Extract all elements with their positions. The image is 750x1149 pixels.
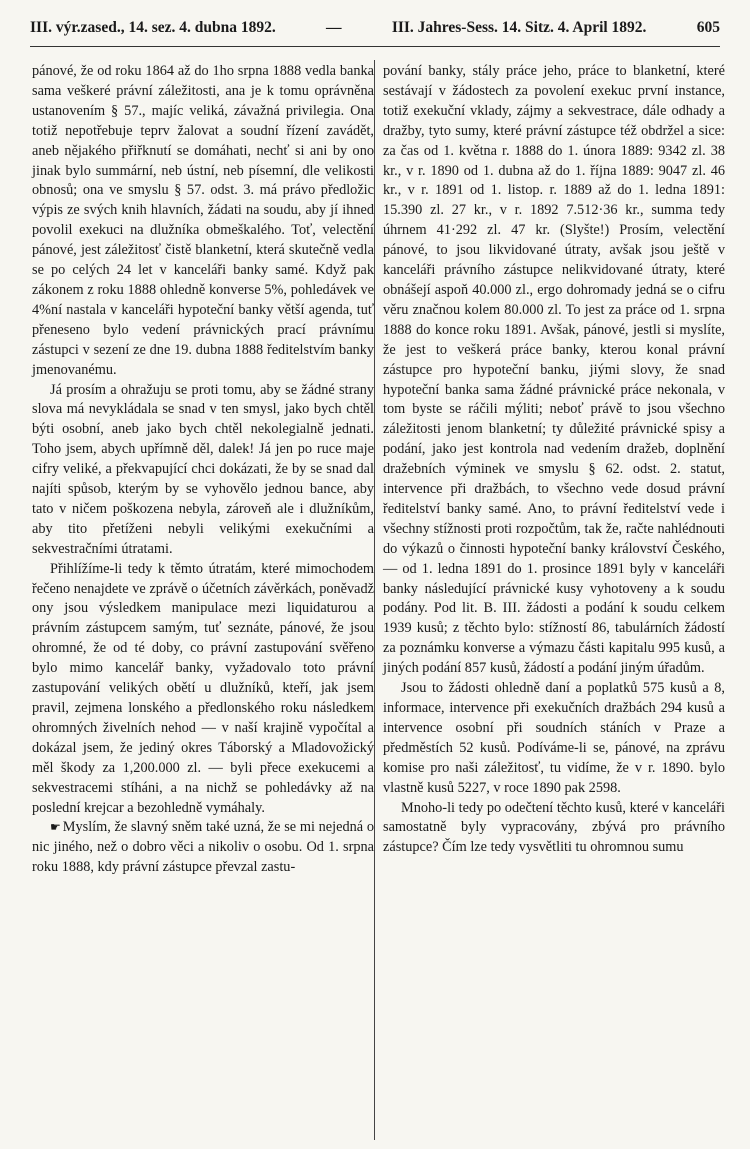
- header-rule: [30, 46, 720, 47]
- left-column: [32, 62, 374, 878]
- left-paragraph-2: Já prosím a ohražuju se proti tomu, aby se žádné strany slova má nevykládala se snad v ten smysl, jako bych chtěl býti osobní, aneb jako bych chtěl nekolegialně jednati. Toho jsem, abych upřímně děl, dalek! Já jen po ruce maje cifry veliké, a překvapující chci dokázati, že by se snad dal najíti spůsob, kterým by se vyhovělo jednou bance, aby tato v ničem poškozena nebyla, zároveň ale i dlužníkům, aby tito přetíženi nebyli velikými exekučními a sekvestračními útratami.: [32, 381, 374, 557]
- page-number: 605: [696, 19, 720, 36]
- pointing-hand-icon: ☛: [50, 820, 61, 835]
- left-paragraph-4-wrap: [32, 818, 374, 878]
- header-right-text: III. Jahres-Sess. 14. Sitz. 4. April 1892.: [391, 19, 647, 36]
- page-header: [30, 14, 720, 42]
- left-paragraph-3: Přihlížíme-li tedy k těmto útratám, které mimochodem řečeno nenajdete ve zprávě o účetních závěrkách, poněvadž ony jsou výsledkem manipulace mezi liquidaturou a právním zástupcem samým, tuť seznáte, pánové, že jsou ohromné, že od té doby, co právní zastupování svěřeno bylo mimo kancelář banky, vyžadovalo toto právní zastupování velikých obětí u dlužníků, kteří, jak jsem pravil, zejmena lonského a předlonského roku následkem ohromných živelních nehod — v naší krajině vypočítal a dokázal jsem, že jediný okres Táborský a Mladovožický měl škody za 1,200.000 zl. — byli přece exekucemi a sekvestracemi stíháni, a na nichž se pohledávky až na poslední krejcar a bezohledně vymáhaly.: [32, 560, 374, 816]
- header-left-text: III. výr.zased., 14. sez. 4. dubna 1892.: [30, 19, 276, 36]
- right-column: [383, 62, 725, 858]
- header-separator: —: [326, 19, 342, 36]
- left-paragraph-1: pánové, že od roku 1864 až do 1ho srpna 1888 vedla banka sama veškeré právní záležitosti, ana je k tomu oprávněna ustanovením § 57., majíc veliká, závažná privilegia. Ona totiž nepotřebuje teprv žalovat a soudní řízení zavádět, aneb nějakého přiřknutí se domáhati, nechť si ani by ono jinak bylo summární, neb ústní, neb písemní, dle velikosti obnosů; ona ve smyslu § 57. odst. 3. má právo předložic výpis ze svých knih hlavních, žádati na soudu, aby jí ihned povolil exekuci na dlužníka obmeškalého. Toť, velectění pánové, jest záležitosť čistě blanketní, která skutečně vedla se po celých 24 let v kanceláři banky samé. Když pak zákonem z roku 1888 ohledně konverse 5%, pohledávek ve 4%ní nastala v kanceláři hypoteční banky větší agenda, tuť přeneseno bylo vedení právnických prací právnímu zástupci v sezení ze dne 19. dubna 1888 ředitelstvím banky jmenovanému.: [32, 63, 374, 378]
- left-paragraph-4: Myslím, že slavný sněm také uzná, že se mi nejedná o nic jiného, než o dobro věci a nikoliv o osobu. Od 1. srpna roku 1888, kdy právní zástupce převzal zastu-: [32, 819, 374, 876]
- right-paragraph-2: Jsou to žádosti ohledně daní a poplatků 575 kusů a 8, informace, intervence při exekučních dražbách 294 kusů a intervence osobní při soudních stáních v Praze a předměstích 52 kusů. Podíváme-li se, pánové, na zprávu komise pro naši záležitosť, tu vidíme, že v r. 1890. bylo vlastně kusů 5227, v roce 1890 pak 2598.: [383, 680, 725, 796]
- right-paragraph-1: pování banky, stály práce jeho, práce to blanketní, které sestávají v žádostech za povolení exekuc první instance, totiž exekuční vklady, zájmy a sekvestrace, dále odhady a dražby, tyto sumy, které právní zástupce též obdržel a sice: za čas od 1. května r. 1888 do 1. února 1889: 9342 zl. 38 kr., v r. 1890 od 1. dubna až do 1. října 1889: 9047 zl. 46 kr., v r. 1891 od 1. listop. r. 1889 až do 1. ledna 1891: 15.390 zl. 27 kr., v r. 1892 7.512·36 kr., summa tedy úhrnem 41·292 zl. 47 kr. (Slyšte!) Prosím, velectění pánové, to jsou likvidované útraty, avšak jsou ještě v kanceláři právního zástupce nelikvidované útraty, které obnášejí aspoň 40.000 zl., ergo dohromady jedná se o cifru věru značnou kolem 80.000 zl. To jest za práce od 1. srpna 1888 do konce roku 1891. Avšak, pánové, jestli si myslíte, že jest to veškerá práce banky, kterou konal právní zástupce pro hypoteční banku, jiými slovy, že snad hypoteční banka sama žádné právnické práce nekonala, v tom byste se ráčili mýliti; neboť právě to jsou všechno záležitosti jenom blanketní; ty důležité právnické spisy a podání, jako jest kontrola nad vedením dražeb, doplnění dražebních výminek ve smyslu § 62. odst. 2. statut, intervence při dražbách, to všechno vede dosud právní ředitelství banky samé. Ano, to právní ředitelství vede i všechny stížnosti proti rozpočtům, tak že, račte nahlédnouti do výkazů o činnosti hypoteční banky království Českého, — od 1. ledna 1891 do 1. prosince 1891 byly v kanceláři banky následující právnické kusy vyhotoveny a k soudu podány. Pod lit. B. III. žádosti a podání k soudu celkem 1939 kusů; z těchto bylo: stížností 86, tabulárních žádostí za poznámku konverse a výmazu části kapitalu 995 kusů, a jiných podání 857 kusů, žádostí a podání jiným úřadům.: [383, 63, 725, 677]
- column-divider: [374, 60, 375, 1140]
- right-paragraph-3: Mnoho-li tedy po odečtení těchto kusů, které v kanceláři samostatně byly vypracovány, zbývá pro právního zástupce? Čím lze tedy vysvětliti tu ohromnou sumu: [383, 799, 725, 856]
